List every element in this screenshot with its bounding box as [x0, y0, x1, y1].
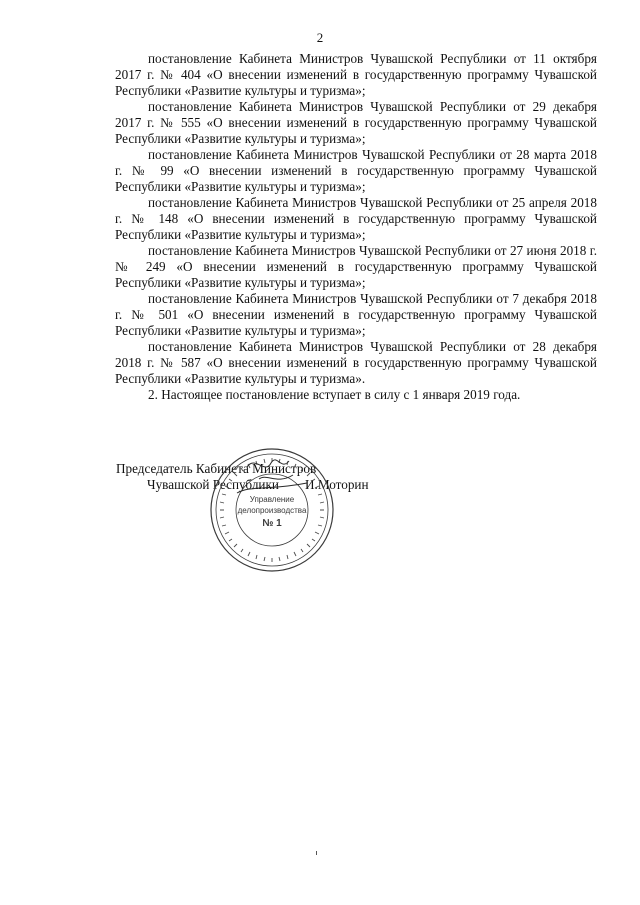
paragraph-resolution-2: постановление Кабинета Министров Чувашской Республики от 29 декабря 2017 г. № 555 «О внесении изменений в государственную программу Чувашской Республики «Развитие культуры и туризма»;	[115, 99, 597, 146]
signatory-title-line2: Чувашской Республики	[147, 477, 279, 492]
handwritten-signature	[237, 460, 307, 493]
paragraph-resolution-7: постановление Кабинета Министров Чувашской Республики от 28 декабря 2018 г. № 587 «О внесении изменений в государственную программу Чувашской Республики «Развитие культуры и туризма».	[115, 339, 597, 386]
scan-speck	[316, 851, 317, 855]
paragraph-effective-date: 2. Настоящее постановление вступает в силу с 1 января 2019 года.	[148, 387, 521, 402]
signatory-name: И.Моторин	[305, 477, 369, 492]
paragraph-resolution-1: постановление Кабинета Министров Чувашской Республики от 11 октября 2017 г. № 404 «О внесении изменений в государственную программу Чувашской Республики «Развитие культуры и туризма»;	[115, 51, 597, 98]
document-body	[115, 51, 597, 403]
seal-center-number: № 1	[262, 518, 282, 529]
seal-center-line2: делопроизводства	[237, 506, 307, 515]
signatory-title-line1: Председатель Кабинета Министров	[116, 461, 317, 476]
paragraph-resolution-6: постановление Кабинета Министров Чувашской Республики от 7 декабря 2018 г. № 501 «О внесении изменений в государственную программу Чувашской Республики «Развитие культуры и туризма»;	[115, 291, 597, 338]
official-seal	[207, 445, 337, 575]
paragraph-resolution-3: постановление Кабинета Министров Чувашской Республики от 28 марта 2018 г. № 99 «О внесении изменений в государственную программу Чувашской Республики «Развитие культуры и туризма»;	[115, 147, 597, 194]
paragraph-resolution-5: постановление Кабинета Министров Чувашской Республики от 27 июня 2018 г. № 249 «О внесении изменений в государственную программу Чувашской Республики «Развитие культуры и туризма»;	[115, 243, 597, 290]
seal-center-line1: Управление	[249, 495, 295, 504]
page-number: 2	[316, 30, 324, 45]
paragraph-resolution-4: постановление Кабинета Министров Чувашской Республики от 25 апреля 2018 г. № 148 «О внесении изменений в государственную программу Чувашской Республики «Развитие культуры и туризма»;	[115, 195, 597, 242]
